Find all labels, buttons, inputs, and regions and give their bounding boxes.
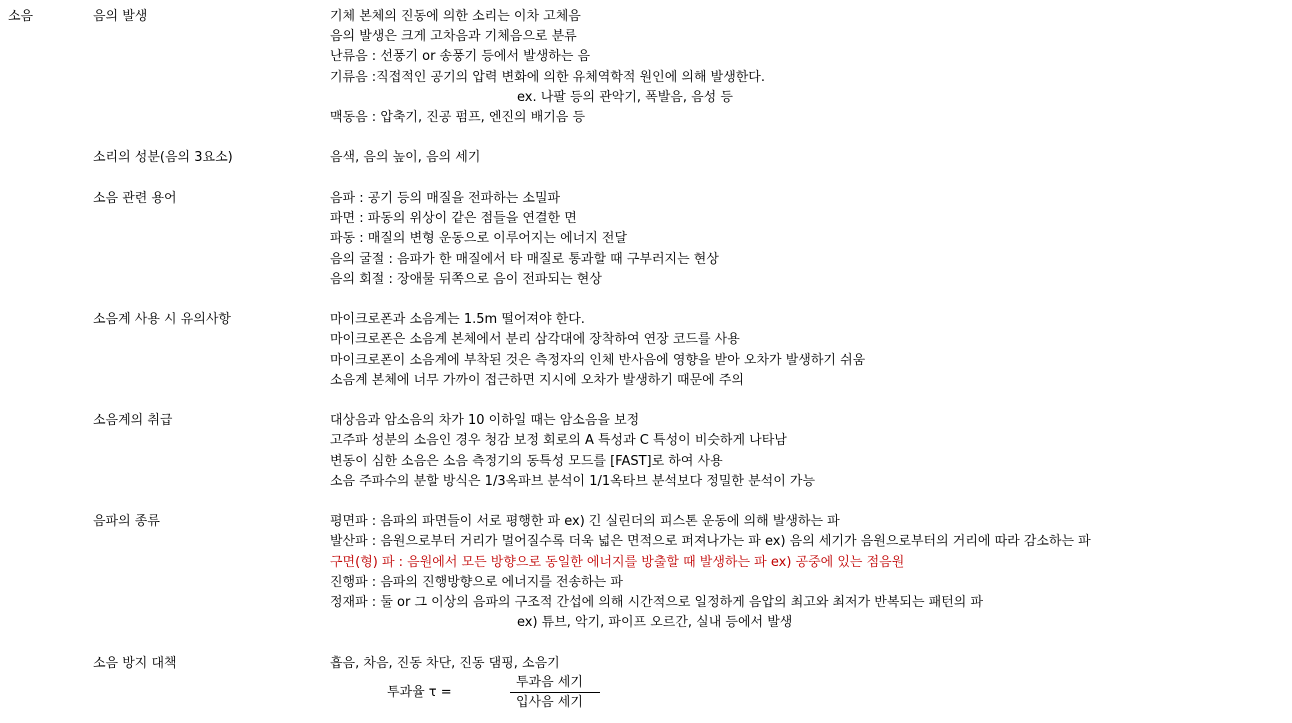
section-line: 음의 굴절 : 음파가 한 매질에서 타 매질로 통과할 때 구부러지는 현상	[330, 252, 719, 267]
section-label: 소음계 사용 시 유의사항	[93, 312, 231, 327]
section-label: 음의 발생	[93, 9, 148, 24]
section-label: 소음 관련 용어	[93, 191, 177, 206]
section-line: 소음 주파수의 분할 방식은 1/3옥파브 분석이 1/1옥타브 분석보다 정밀한 분석이 가능	[330, 474, 816, 489]
section-line: 마이크로폰은 소음계 본체에서 분리 삼각대에 장착하여 연장 코드를 사용	[330, 332, 740, 347]
section-line: 흡음, 차음, 진동 차단, 진동 댐핑, 소음기	[330, 656, 560, 671]
section-line: 발산파 : 음원으로부터 거리가 멀어질수록 더욱 넓은 면적으로 퍼져나가는 파 ex) 음의 세기가 음원으로부터의 거리에 따라 감소하는 파	[330, 534, 1091, 549]
section-line: 음의 발생은 크게 고차음과 기체음으로 분류	[330, 29, 577, 44]
section-line: 난류음 : 선풍기 or 송풍기 등에서 발생하는 음	[330, 49, 591, 64]
section-label: 소음계의 취급	[93, 413, 173, 428]
section-line-highlighted: 구면(형) 파 : 음원에서 모든 방향으로 동일한 에너지를 방출할 때 발생하는 파 ex) 공중에 있는 점음원	[330, 555, 905, 570]
section-line: 마이크로폰이 소음계에 부착된 것은 측정자의 인체 반사음에 영향을 받아 오차가 발생하기 쉬움	[330, 353, 866, 368]
section-line: 대상음과 암소음의 차가 10 이하일 때는 암소음을 보정	[330, 413, 640, 428]
fraction-line	[510, 692, 600, 693]
section-line: 맥동음 : 압축기, 진공 펌프, 엔진의 배기음 등	[330, 110, 586, 125]
section-line: 음의 회절 : 장애물 뒤쪽으로 음이 전파되는 현상	[330, 272, 602, 287]
formula-lhs: 투과율 τ =	[387, 685, 452, 700]
section-line: 기체 본체의 진동에 의한 소리는 이차 고체음	[330, 9, 581, 24]
section-line: 소음계 본체에 너무 가까이 접근하면 지시에 오차가 발생하기 때문에 주의	[330, 373, 744, 388]
category-label: 소음	[8, 9, 34, 24]
section-label: 음파의 종류	[93, 514, 160, 529]
section-line: 기류음 :직접적인 공기의 압력 변화에 의한 유체역학적 원인에 의해 발생한다.	[330, 70, 766, 85]
section-line: 평면파 : 음파의 파면들이 서로 평행한 파 ex) 긴 실린더의 피스톤 운동에 의해 발생하는 파	[330, 514, 840, 529]
section-line: 변동이 심한 소음은 소음 측정기의 동특성 모드를 [FAST]로 하여 사용	[330, 454, 723, 469]
section-label: 소리의 성분(음의 3요소)	[93, 150, 233, 165]
section-line: 마이크로폰과 소음계는 1.5m 떨어져야 한다.	[330, 312, 585, 327]
section-line: 진행파 : 음파의 진행방향으로 에너지를 전송하는 파	[330, 575, 623, 590]
section-label: 소음 방지 대책	[93, 656, 177, 671]
section-line: ex) 튜브, 악기, 파이프 오르간, 실내 등에서 발생	[517, 615, 793, 630]
formula-numerator: 투과음 세기	[516, 675, 583, 690]
section-line: ex. 나팔 등의 관악기, 폭발음, 음성 등	[517, 90, 733, 105]
section-line: 파면 : 파동의 위상이 같은 점들을 연결한 면	[330, 211, 577, 226]
section-line: 정재파 : 둘 or 그 이상의 음파의 구조적 간섭에 의해 시간적으로 일정하게 음압의 최고와 최저가 반복되는 패턴의 파	[330, 595, 984, 610]
section-line: 파동 : 매질의 변형 운동으로 이루어지는 에너지 전달	[330, 231, 628, 246]
section-line: 음파 : 공기 등의 매질을 전파하는 소밀파	[330, 191, 561, 206]
section-line: 음색, 음의 높이, 음의 세기	[330, 150, 481, 165]
formula-denominator: 입사음 세기	[516, 695, 583, 710]
section-line: 고주파 성분의 소음인 경우 청감 보정 회로의 A 특성과 C 특성이 비슷하게 나타남	[330, 433, 787, 448]
